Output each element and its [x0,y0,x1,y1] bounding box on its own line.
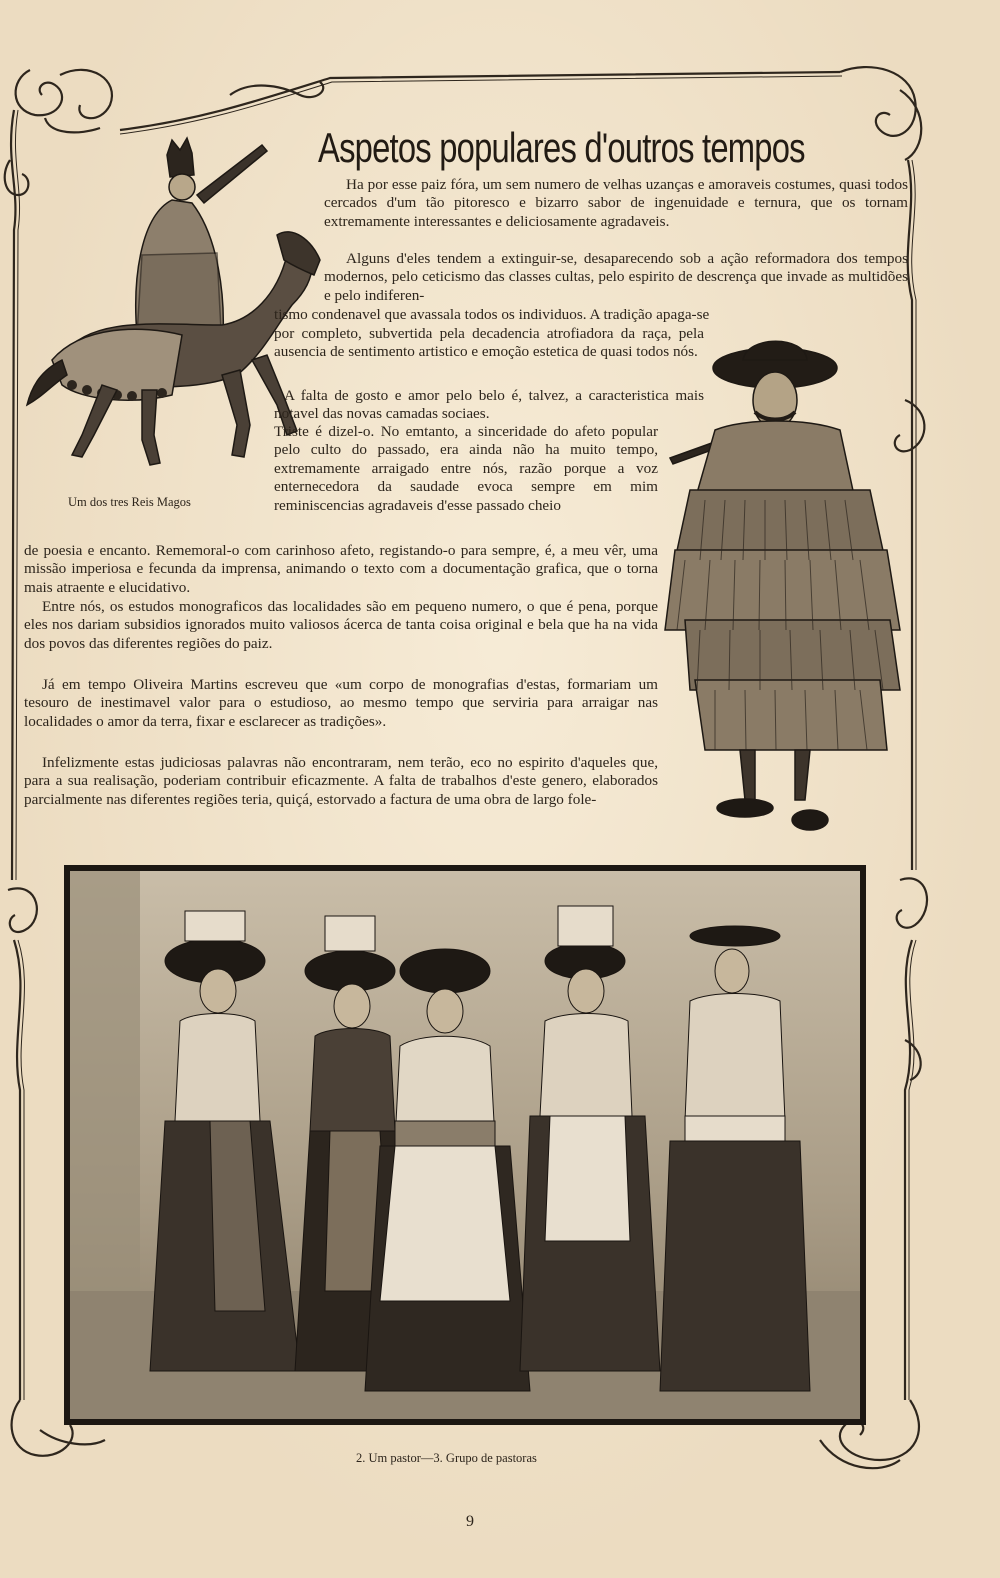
paragraph-3-part-2: Triste é dizel-o. No emtanto, a sinceridade do afeto popular pelo culto do passado, era ainda não ha muito tempo, extremamente arraigado entre nós, razão porque a voz enternecedora da saudade evoca sempre em mim reminiscencias agradaveis d'esse passado cheio [274,423,658,514]
paragraph-2-part-2: tismo condenavel que avassala todos os individuos. A tradição apaga-se [274,306,710,323]
paragraph-6: Infelizmente estas judiciosas palavras não encontraram, nem terão, eco no espirito d'aqueles que, para a sua realisação, poderiam contribuir eficazmente. A falta de trabalhos d'este genero, elaborados parcialmente nas diferentes regiões teria, quiçá, estorvado a factura de uma obra de largo fole- [24,754,658,808]
king-caption: Um dos tres Reis Magos [68,495,191,509]
photo-caption: 2. Um pastor—3. Grupo de pastoras [356,1451,537,1465]
shepherdesses-photograph [64,865,866,1425]
article-title: Aspetos populares d'outros tempos [318,124,805,172]
page-number: 9 [466,1513,474,1530]
paragraph-2-part-1: Alguns d'eles tendem a extinguir-se, desaparecendo sob a ação reformadora dos tempos modernos, pelo ceticismo das classes cultas, pelo espirito de descrença que invade as multidões e pelo indiferen- [324,250,908,304]
paragraph-5: Já em tempo Oliveira Martins escreveu que «um corpo de monografias d'estas, formariam um tesouro de inestimavel valor para o estudioso, ao mesmo tempo que serviria para arraigar nas localidades o amor da terra, fixar e esclarecer as tradições». [24,676,658,730]
paragraph-1: Ha por esse paiz fóra, um sem numero de velhas uzanças e amoraveis costumes, quasi todos cercados d'um tão pitoresco e bizarro sabor de ingenuidade e ternura, que os tornam extremamente interessantes e deliciosamente agradaveis. [324,176,908,230]
paragraph-2-part-3: por completo, subvertida pela decadencia atrofiadora da raça, pela ausencia de sentimento artistico e emoção estetica de quasi todos nós. [274,325,704,361]
paragraph-3-part-1: A falta de gosto e amor pelo belo é, talvez, a caracteristica mais notavel das novas camadas sociaes. [274,387,704,423]
paragraph-4: Entre nós, os estudos monograficos das localidades são em pequeno numero, o que é pena, porque eles nos dariam subsidios ignorados muito valiosos ácerca de tanta coisa original e bela que ha na vida dos povos das diferentes regiões do paiz. [24,598,658,652]
paragraph-3-part-3: de poesia e encanto. Rememoral-o com carinhoso afeto, registando-o para sempre, é, a meu vêr, uma missão imperiosa e fecunda da imprensa, animando o texto com a documentação grafica, que o torna mais atraente e elucidativo. [24,542,658,596]
